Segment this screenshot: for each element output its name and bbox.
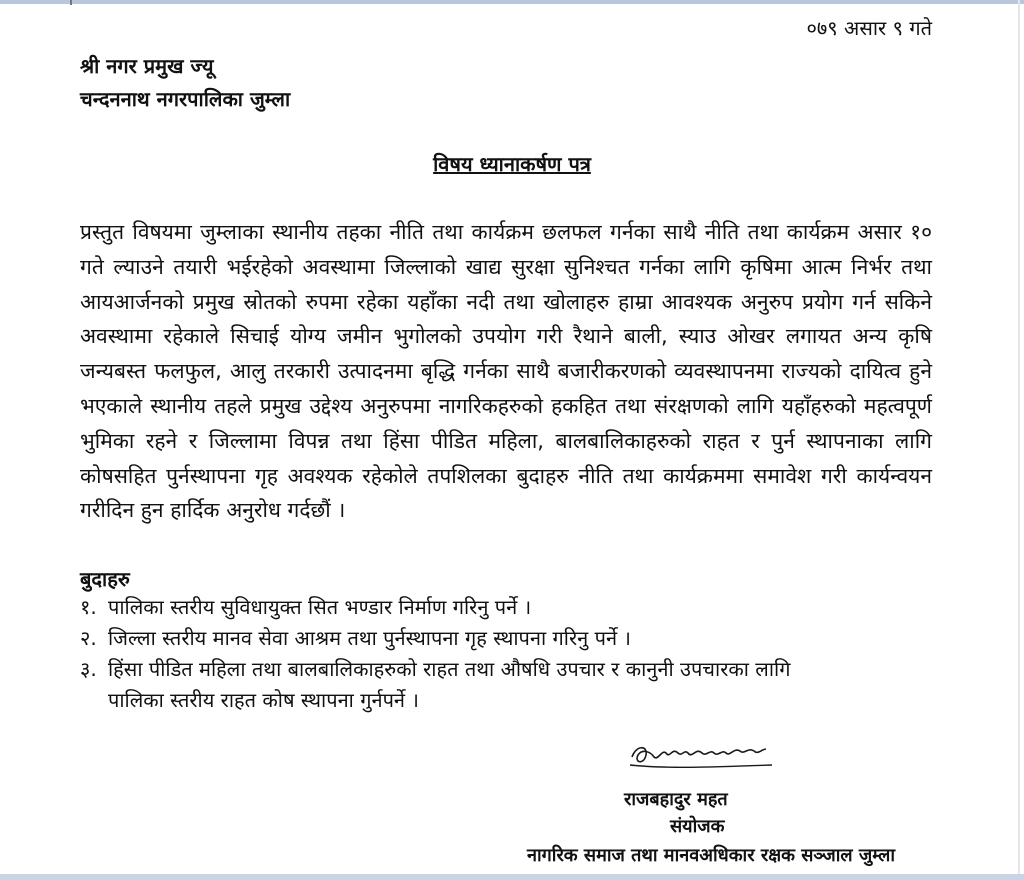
points-heading: बुदाहरु	[80, 567, 130, 591]
letter-subject: विषय ध्यानाकर्षण पत्र	[433, 152, 591, 176]
signatory-organization: नागरिक समाज तथा मानवअधिकार रक्षक सञ्जाल जुम्ला	[527, 845, 896, 866]
list-item-text: पालिका स्तरीय सुविधायुक्त सित भण्डार निर्माण गरिनु पर्ने ।	[108, 595, 532, 619]
list-item-number: २.	[80, 626, 97, 650]
list-item-text: जिल्ला स्तरीय मानव सेवा आश्रम तथा पुर्नस्थापना गृह स्थापना गरिनु पर्ने ।	[108, 626, 632, 650]
recipient-line-1: श्री नगर प्रमुख ज्यू	[80, 54, 214, 78]
recipient-line-2: चन्दननाथ नगरपालिका जुम्ला	[80, 87, 291, 111]
list-item-continuation: पालिका स्तरीय राहत कोष स्थापना गुर्नपर्ने ।	[108, 688, 419, 712]
signatory-role: संयोजक	[670, 816, 725, 837]
list-item	[80, 592, 950, 623]
signatory-name: राजबहादुर महत	[624, 789, 728, 810]
list-item	[80, 623, 950, 654]
handwritten-signature	[626, 735, 776, 777]
list-item	[80, 654, 950, 716]
letter-date: ०७९ असार ९ गते	[806, 16, 932, 40]
list-item-text: हिंसा पीडित महिला तथा बालबालिकाहरुको राहत तथा औषधि उपचार र कानुनी उपचारका लागि	[108, 657, 791, 681]
letter-body-paragraph: प्रस्तुत विषयमा जुम्लाका स्थानीय तहका नीति तथा कार्यक्रम छलफल गर्नका साथै नीति तथा कार्यक्रम असार १० गते ल्याउने तयारी भईरहेको अवस्थामा जिल्लाको खाद्य सुरक्षा सुनिश्चत गर्नका लागि कृषिमा आत्म निर्भर तथा आयआर्जनको प्रमुख स्रोतको रुपमा रहेका यहाँका नदी तथा खोलाहरु हाम्रा आवश्यक अनुरुप प्रयोग गर्न सकिने अवस्थामा रहेकाले सिचाई योग्य जमीन भुगोलको उपयोग गरी रैथाने बाली, स्याउ ओखर लगायत अन्य कृषि जन्यबस्त फलफुल, आलु तरकारी उत्पादनमा बृद्धि गर्नका साथै बजारीकरणको व्यवस्थापनमा राज्यको दायित्व हुने भएकाले स्थानीय तहले प्रमुख उद्देश्य अनुरुपमा नागरिकहरुको हकहित तथा संरक्षणको लागि यहाँहरुको महत्वपूर्ण भुमिका रहने र जिल्लामा विपन्न तथा हिंसा पीडित महिला, बालबालिकाहरुको राहत र पुर्न स्थापनाका लागि कोषसहित पुर्नस्थापना गृह अवश्यक रहेकोले तपशिलका बुदाहरु नीति तथा कार्यक्रममा समावेश गरी कार्यन्वयन गरीदिन हुन हार्दिक अनुरोध गर्दछौं ।	[80, 220, 932, 523]
list-item-number: ३.	[80, 657, 97, 681]
list-item-number: १.	[80, 595, 97, 619]
